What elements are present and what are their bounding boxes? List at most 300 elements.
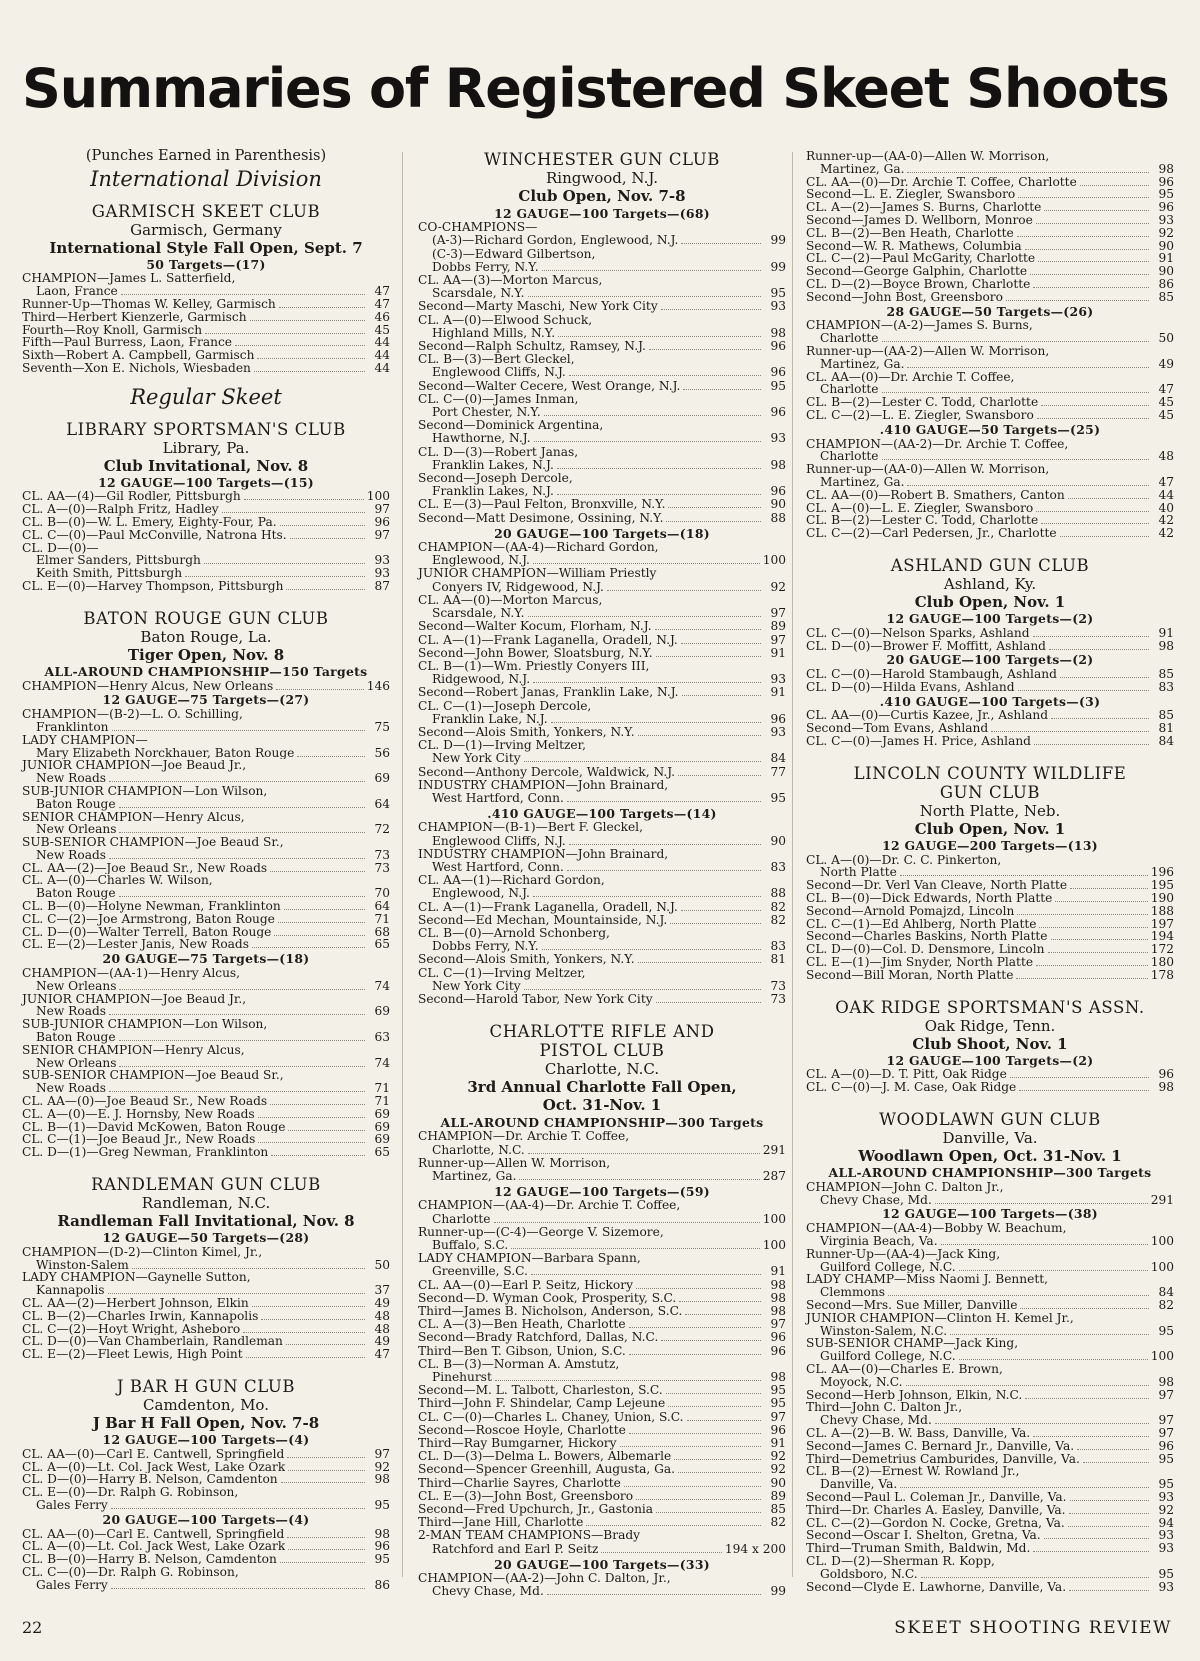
result-name: Martinez, Ga. [820, 475, 905, 489]
result-line [806, 1465, 1174, 1478]
dot-leader [109, 849, 365, 859]
dot-leader [907, 476, 1149, 486]
dot-leader [284, 900, 365, 910]
result-line [806, 201, 1174, 214]
dot-leader [1041, 396, 1149, 406]
result-line [22, 285, 390, 298]
dot-leader [495, 1371, 761, 1381]
result-line [22, 1031, 390, 1044]
result-score: 93 [770, 672, 786, 687]
club-location: Camdenton, Mo. [143, 1395, 269, 1414]
result-name: CL. B—(2)—Charles Irwin, Kannapolis [22, 1309, 259, 1323]
result-name: Virginia Beach, Va. [820, 1235, 938, 1248]
result-line [22, 298, 390, 311]
club-name: OAK RIDGE SPORTSMAN'S ASSN. [835, 997, 1145, 1017]
result-line [418, 248, 786, 261]
result-name: SUB-JUNIOR CHAMPION—Lon Wilson, [22, 783, 268, 798]
result-line [22, 1566, 390, 1579]
result-name: Second—L. E. Ziegler, Swansboro [806, 188, 1016, 202]
result-score: 100 [366, 489, 390, 504]
result-name: Martinez, Ga. [432, 1170, 517, 1183]
result-score: 98 [374, 1526, 390, 1541]
result-score: 98 [1158, 161, 1174, 176]
dot-leader [287, 1528, 365, 1538]
result-name: CL. AA—(2)—Herbert Johnson, Elkin [22, 1297, 249, 1310]
result-score: 93 [770, 724, 786, 739]
dot-leader [119, 1031, 365, 1041]
result-score: 45 [1158, 395, 1174, 410]
result-line [418, 472, 786, 485]
result-score: 71 [374, 1094, 390, 1109]
club-name: RANDLEMAN GUN CLUB [91, 1175, 321, 1195]
result-name: CL. A—(0)—D. T. Pitt, Oak Ridge [806, 1068, 1007, 1082]
result-line [418, 594, 786, 607]
dot-leader [1038, 252, 1149, 262]
result-line [806, 1068, 1174, 1081]
club-location: Oak Ridge, Tenn. [924, 1016, 1056, 1035]
result-name: Second—John Bower, Sloatsburg, N.Y. [418, 646, 653, 660]
result-score: 196 [1150, 865, 1174, 880]
result-name: Second—W. R. Mathews, Columbia [806, 239, 1022, 253]
club-name: GUN CLUB [939, 782, 1041, 802]
result-name: Englewood Cliffs, N.J. [432, 834, 566, 848]
result-score: 69 [374, 1004, 390, 1019]
dot-leader [1018, 681, 1149, 691]
dot-leader [959, 1261, 1148, 1271]
result-line [22, 811, 390, 824]
result-name: Third—Demetrius Camburides, Danville, Va. [806, 1452, 1080, 1466]
result-score: 95 [770, 790, 786, 805]
result-line [418, 1437, 786, 1450]
result-name: CHAMPION—James L. Satterfield, [22, 271, 236, 286]
result-line [418, 1572, 786, 1585]
result-name: West Hartford, Conn. [432, 791, 564, 805]
result-score: 82 [770, 1515, 786, 1530]
result-name: JUNIOR CHAMPION—Joe Beaud Jr., [22, 991, 247, 1006]
club-location: North Platte, Neb. [919, 801, 1061, 820]
result-line [22, 1528, 390, 1541]
dot-leader [1010, 1068, 1149, 1078]
result-score: 95 [770, 378, 786, 393]
club-location: Garmisch, Germany [130, 220, 282, 239]
gauge-heading: 12 GAUGE—100 Targets—(68) [494, 206, 710, 221]
event-title: 3rd Annual Charlotte Fall Open, [467, 1078, 737, 1097]
result-line [22, 849, 390, 862]
result-name: CHAMPION—(B-2)—L. O. Schilling, [22, 707, 243, 722]
result-name: New Roads [36, 1005, 107, 1019]
result-score: 93 [770, 299, 786, 314]
result-score: 98 [770, 1290, 786, 1305]
result-line [806, 930, 1174, 943]
result-name: CL. AA—(0)—Joe Beaud Sr., New Roads [22, 1095, 268, 1108]
result-score: 50 [374, 1257, 390, 1272]
gauge-heading: 20 GAUGE—100 Targets—(18) [494, 525, 710, 541]
result-line [806, 1363, 1174, 1376]
result-line [418, 1463, 786, 1476]
result-line [806, 892, 1174, 905]
gauge-heading: .410 GAUGE—100 Targets—(14) [487, 806, 717, 822]
result-name: Second—Walter Cecere, West Orange, N.J. [418, 379, 681, 393]
result-name: CL. AA—(0)—Dr. Archie T. Coffee, Charlotte [806, 175, 1077, 189]
result-score: 96 [374, 514, 390, 529]
result-line [418, 1265, 786, 1278]
result-name: Charlotte [432, 1212, 491, 1226]
club-name: CHARLOTTE RIFLE AND [489, 1022, 715, 1042]
event-title: Club Open, Nov. 1 [914, 819, 1066, 838]
event-title: Oct. 31-Nov. 1 [542, 1096, 662, 1115]
result-score: 96 [770, 339, 786, 354]
result-name: CL. B—(1)—David McKowen, Baton Rouge [22, 1120, 286, 1134]
dot-leader [551, 713, 761, 723]
result-line [418, 752, 786, 765]
result-name: Second—Joseph Dercole, [418, 471, 573, 486]
result-score: 89 [770, 1488, 786, 1503]
result-line [22, 503, 390, 516]
result-line [806, 640, 1174, 653]
result-line [22, 1133, 390, 1146]
result-score: 84 [1158, 734, 1174, 749]
result-line [806, 668, 1174, 681]
dot-leader [1060, 668, 1149, 678]
result-line [22, 785, 390, 798]
result-line [418, 314, 786, 327]
result-line [806, 358, 1174, 371]
dot-leader [907, 163, 1149, 173]
result-name: CL. C—(0)—Paul McConville, Natrona Hts. [22, 528, 287, 542]
result-score: 65 [374, 1145, 390, 1160]
result-line [418, 366, 786, 379]
result-score: 71 [374, 1081, 390, 1096]
result-score: 45 [1158, 407, 1174, 422]
result-line [22, 913, 390, 926]
result-name: Third—Herbert Kienzerle, Garmisch [22, 310, 247, 324]
dot-leader [519, 1170, 759, 1180]
dot-leader [666, 1384, 761, 1394]
result-name: Franklin Lakes, N.J. [432, 458, 554, 472]
result-line [418, 287, 786, 300]
result-name: CHAMPION—(D-2)—Clinton Kimel, Jr., [22, 1244, 263, 1259]
result-line [418, 274, 786, 287]
result-name: Second—Roscoe Hoyle, Charlotte [418, 1423, 626, 1437]
result-name: INDUSTRY CHAMPION—John Brainard, [418, 846, 669, 861]
dot-leader [1033, 278, 1149, 288]
result-score: 98 [770, 1277, 786, 1292]
result-name: CL. D—(0)—Harry B. Nelson, Camdenton [22, 1473, 278, 1487]
result-line [418, 1305, 786, 1318]
result-name: Winston-Salem, N.C. [820, 1324, 948, 1338]
result-name: Runner-up—(C-4)—George V. Sizemore, [418, 1224, 664, 1239]
result-name: SUB-SENIOR CHAMPION—Joe Beaud Sr., [22, 1068, 284, 1083]
result-score: 87 [374, 578, 390, 593]
result-name: Pinehurst [432, 1371, 492, 1385]
dot-leader [108, 1284, 365, 1294]
result-score: 90 [770, 833, 786, 848]
dot-leader [542, 940, 761, 950]
gauge-heading: 12 GAUGE—50 Targets—(28) [102, 1230, 310, 1246]
result-line [806, 176, 1174, 189]
result-score: 194 x 200 [724, 1541, 786, 1556]
result-score: 100 [762, 1238, 786, 1253]
dot-leader [668, 498, 761, 508]
result-name: CL. C—(0)—James Inman, [418, 391, 579, 406]
result-score: 99 [770, 233, 786, 248]
result-name: CL. C—(1)—Irving Meltzer, [418, 965, 586, 980]
club-name: GARMISCH SKEET CLUB [91, 201, 321, 221]
dot-leader [252, 1297, 365, 1307]
gauge-heading: ALL-AROUND CHAMPIONSHIP—300 Targets [828, 1165, 1152, 1181]
result-score: 98 [770, 325, 786, 340]
gauge-heading: ALL-AROUND CHAMPIONSHIP—150 Targets [44, 663, 368, 679]
dot-leader [888, 1286, 1149, 1296]
result-line [418, 432, 786, 445]
result-score: 93 [1158, 1528, 1174, 1543]
result-score: 73 [374, 847, 390, 862]
result-score: 96 [374, 1539, 390, 1554]
dot-leader [111, 1499, 365, 1509]
result-name: Clemmons [820, 1286, 885, 1299]
result-score: 96 [770, 484, 786, 499]
result-line [22, 836, 390, 849]
dot-leader [882, 383, 1149, 393]
dot-leader [629, 1424, 761, 1434]
dot-leader [1083, 1453, 1149, 1463]
result-score: 98 [374, 1472, 390, 1487]
result-line [806, 371, 1174, 384]
result-score: 100 [762, 1211, 786, 1226]
result-score: 44 [374, 335, 390, 350]
dot-leader [683, 380, 761, 390]
result-line [806, 188, 1174, 201]
result-score: 98 [1158, 1080, 1174, 1095]
result-name: Gales Ferry [36, 1578, 108, 1592]
dot-leader [661, 1331, 761, 1341]
result-name: Buffalo, S.C. [432, 1239, 509, 1253]
result-name: CO-CHAMPIONS— [418, 220, 538, 235]
result-name: CL. C—(0)—Charles L. Chaney, Union, S.C. [418, 1410, 684, 1424]
result-score: 48 [1158, 449, 1174, 464]
result-line [806, 1273, 1174, 1286]
dot-leader [681, 901, 761, 911]
result-line [418, 1345, 786, 1358]
result-name: Port Chester, N.Y. [432, 406, 541, 420]
result-line [806, 1194, 1174, 1207]
dot-leader [280, 1553, 365, 1563]
result-score: 74 [374, 1055, 390, 1070]
result-line [418, 620, 786, 633]
result-line [806, 943, 1174, 956]
result-line [22, 1486, 390, 1499]
club-location: Baton Rouge, La. [140, 627, 272, 646]
dot-leader [557, 459, 761, 469]
result-line [806, 1235, 1174, 1248]
result-line [806, 1299, 1174, 1312]
result-name: CL. E—(3)—John Bost, Greensboro [418, 1489, 634, 1503]
club-name: LINCOLN COUNTY WILDLIFE [853, 763, 1127, 783]
result-name: CL. C—(2)—Paul McGarity, Charlotte [806, 252, 1036, 266]
result-score: 83 [770, 939, 786, 954]
result-name: SENIOR CHAMPION—Henry Alcus, [22, 809, 245, 824]
result-name: Guilford College, N.C. [820, 1260, 956, 1274]
result-name: Second—James D. Wellborn, Monroe [806, 213, 1033, 227]
dot-leader [542, 261, 761, 271]
result-score: 93 [1158, 1541, 1174, 1556]
result-score: 73 [374, 860, 390, 875]
result-line [22, 980, 390, 993]
dot-leader [261, 1310, 365, 1320]
result-name: Runner-up—(AA-0)—Allen W. Morrison, [806, 149, 1050, 163]
result-name: CL. E—(3)—Paul Felton, Bronxville, N.Y. [418, 498, 666, 512]
result-score: 37 [374, 1283, 390, 1298]
result-line [22, 1579, 390, 1592]
result-score: 82 [770, 912, 786, 927]
result-score: 98 [770, 1304, 786, 1319]
dot-leader [111, 1579, 365, 1589]
result-name: CL. A—(0)—Lt. Col. Jack West, Lake Ozark [22, 1460, 286, 1474]
result-line [22, 1499, 390, 1512]
club-name: LIBRARY SPORTSMAN'S CLUB [66, 419, 346, 439]
result-score: 97 [374, 502, 390, 517]
result-line [418, 221, 786, 234]
result-name: CL. B—(0)—Dick Edwards, North Platte [806, 892, 1053, 905]
result-name: Second—Brady Ratchford, Dallas, N.C. [418, 1331, 659, 1345]
result-name: LADY CHAMP—Miss Naomi J. Bennett, [806, 1272, 1048, 1287]
result-name: CL. AA—(0)—Carl E. Cantwell, Springfield [22, 1447, 285, 1461]
result-score: 42 [1158, 513, 1174, 528]
result-score: 96 [770, 1422, 786, 1437]
result-name: CHAMPION—(AA-2)—Dr. Archie T. Coffee, [806, 436, 1069, 451]
result-line [418, 1450, 786, 1463]
event-title: International Style Fall Open, Sept. 7 [49, 238, 363, 257]
result-line [418, 700, 786, 713]
result-name: Second—John Bost, Greensboro [806, 290, 1003, 304]
result-line [22, 708, 390, 721]
result-line [806, 854, 1174, 867]
result-name: Runner-up—(AA-0)—Allen W. Morrison, [806, 462, 1050, 477]
result-line [22, 580, 390, 593]
dot-leader [544, 406, 761, 416]
result-name: (C-3)—Edward Gilbertson, [432, 246, 596, 261]
dot-leader [941, 1235, 1148, 1245]
result-line [418, 1331, 786, 1344]
result-line [22, 362, 390, 375]
result-name: CL. C—(2)—Hoyt Wright, Asheboro [22, 1322, 241, 1336]
result-score: 82 [1158, 1298, 1174, 1312]
club-name: WINCHESTER GUN CLUB [484, 150, 720, 169]
dot-leader [1020, 1299, 1149, 1309]
dot-leader [655, 620, 761, 630]
division-heading: Regular Skeet [130, 384, 282, 409]
result-name: Third—John C. Dalton Jr., [806, 1400, 963, 1415]
result-line [418, 1490, 786, 1503]
dot-leader [882, 332, 1149, 342]
result-name: CL. B—(2)—Ben Heath, Charlotte [806, 226, 1014, 240]
result-name: Dobbs Ferry, N.Y. [432, 940, 539, 954]
result-score: 85 [1158, 667, 1174, 682]
result-name: CL. B—(0)—Arnold Schonberg, [418, 925, 610, 940]
result-line [806, 1529, 1174, 1542]
result-line [806, 956, 1174, 969]
result-line [806, 1440, 1174, 1453]
result-score: 42 [1158, 526, 1174, 541]
result-line [22, 567, 390, 580]
result-line [22, 1461, 390, 1474]
dot-leader [678, 766, 761, 776]
dot-leader [638, 726, 761, 736]
result-line [418, 1279, 786, 1292]
page-title: Summaries of Registered Skeet Shoots [22, 57, 1169, 120]
result-name: Dobbs Ferry, N.Y. [432, 260, 539, 274]
event-title: Club Open, Nov. 1 [914, 592, 1066, 611]
result-name: CHAMPION—John C. Dalton Jr., [806, 1179, 1004, 1194]
intro-note: (Punches Earned in Parenthesis) [85, 148, 327, 164]
result-score: 86 [374, 1577, 390, 1592]
result-name: Gales Ferry [36, 1498, 108, 1512]
dot-leader [235, 336, 365, 346]
result-line [22, 324, 390, 337]
result-name: SUB-SENIOR CHAMP—Jack King, [806, 1336, 1019, 1351]
dot-leader [1033, 627, 1149, 637]
dot-leader [1006, 291, 1149, 301]
result-line [22, 900, 390, 913]
result-name: Runner-Up—(AA-4)—Jack King, [806, 1246, 1001, 1261]
result-name: Martinez, Ga. [820, 162, 905, 176]
dot-leader [959, 1350, 1148, 1360]
dot-leader [257, 349, 365, 359]
dot-leader [1036, 502, 1149, 512]
result-score: 96 [770, 1343, 786, 1358]
dot-leader [109, 1082, 365, 1092]
result-name: CL. B—(3)—Norman A. Amstutz, [418, 1356, 620, 1371]
dot-leader [112, 721, 365, 731]
result-score: 77 [770, 764, 786, 779]
result-name: Second—Paul L. Coleman Jr., Danville, Va. [806, 1490, 1067, 1504]
result-line [22, 1335, 390, 1348]
result-name: CL. B—(2)—Lester C. Todd, Charlotte [806, 514, 1039, 528]
column-1 [22, 150, 390, 1592]
result-score: 69 [374, 1132, 390, 1147]
result-score: 96 [770, 711, 786, 726]
dot-leader [185, 567, 365, 577]
result-name: Second—Fred Upchurch, Jr., Gastonia [418, 1503, 654, 1517]
result-score: 91 [770, 1436, 786, 1451]
result-line [418, 1397, 786, 1410]
result-score: 95 [770, 1383, 786, 1398]
result-score: 47 [374, 284, 390, 299]
result-name: Runner-up—Allen W. Morrison, [418, 1155, 611, 1170]
result-name: New Roads [36, 1082, 107, 1096]
dot-leader [950, 1325, 1149, 1335]
result-line [22, 490, 390, 503]
result-score: 291 [762, 1142, 786, 1157]
result-score: 95 [374, 1552, 390, 1567]
result-score: 146 [366, 678, 390, 693]
result-score: 72 [374, 822, 390, 837]
dot-leader [1077, 1440, 1149, 1450]
dot-leader [533, 673, 761, 683]
dot-leader [1069, 1581, 1149, 1591]
result-score: 81 [770, 952, 786, 967]
result-line [22, 1540, 390, 1553]
result-name: INDUSTRY CHAMPION—John Brainard, [418, 777, 669, 792]
result-score: 195 [1150, 878, 1174, 893]
result-score: 91 [1158, 625, 1174, 640]
result-score: 90 [770, 1475, 786, 1490]
dot-leader [531, 1265, 761, 1275]
result-line [418, 1529, 786, 1542]
result-line [806, 1337, 1174, 1350]
result-name: Conyers IV, Ridgewood, N.J. [432, 580, 604, 594]
result-line [418, 1226, 786, 1239]
